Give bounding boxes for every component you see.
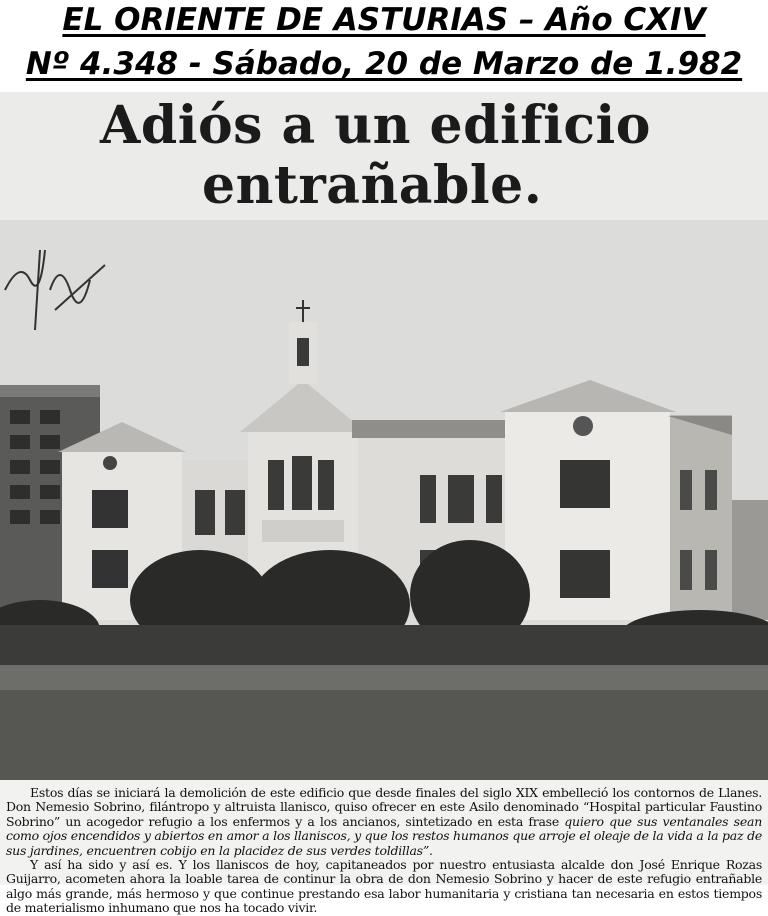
article-paragraph-2: Y así ha sido y así es. Y los llaniscos de hoy, capitaneados por nuestro entusiasta alcalde don José Enrique Rozas Guijarro, acometen ahora la loable tarea de continur la obra de don Nemesio Sobrino y hacer de este refugio entrañable algo más grande, más hermoso y que continue prestando esa labor humanitaria y cristiana tan necesaria en estos tiempos de materialismo inhumano que nos ha tocado vivir.: [6, 857, 762, 916]
paragraph-1-quote: quiero que sus ventanales sean como ojos encendidos y abiertos en amor a los llaniscos, y que los restos humanos que arroje el oleaje de la vida a la paz de sus jardines, encuentren cobijo en la placidez de sus verdes toldillas”.: [6, 813, 762, 858]
building-photo: [0, 220, 768, 780]
article-body: [0, 780, 768, 916]
article-headline: [0, 92, 768, 220]
newspaper-clipping: [0, 92, 768, 916]
article-paragraph-1: [6, 786, 762, 858]
headline-line-1: Adiós a un edificio: [100, 95, 651, 156]
building-photo-illustration: [0, 220, 768, 780]
paragraph-1-text: Estos días se iniciará la demolición de este edificio que desde finales del siglo XIX embelleció los contornos de Llanes. Don Nemesio Sobrino, filántropo y altruista llanisco, quiso ofrecer en este Asilo denominado “Hospital particular Faustino Sobrino” un acogedor refugio a los enfermos y a los ancianos, sintetizado en esta frase: [6, 785, 762, 829]
newspaper-title: EL ORIENTE DE ASTURIAS – Año CXIV: [62, 2, 706, 38]
headline-line-2: entrañable.: [202, 155, 543, 216]
issue-date: Nº 4.348 - Sábado, 20 de Marzo de 1.982: [25, 46, 743, 82]
newspaper-header: [0, 0, 768, 92]
